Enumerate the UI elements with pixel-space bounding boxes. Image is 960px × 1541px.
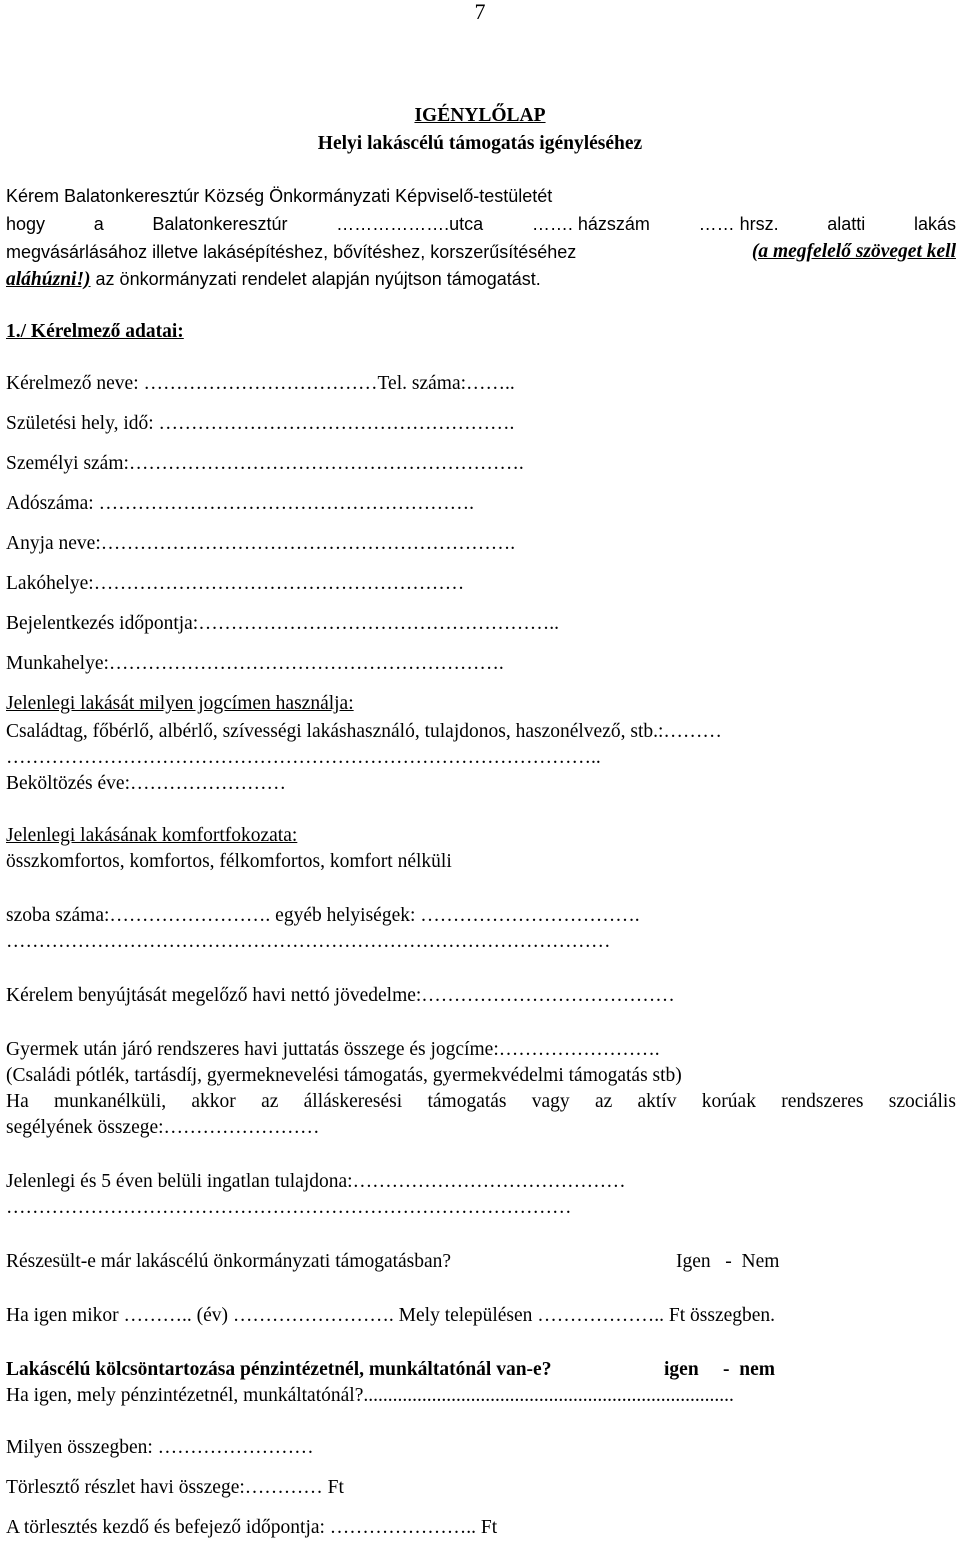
child-support-note: (Családi pótlék, tartásdíj, gyermeknevelési támogatás, gyermekvédelmi támogatás stb) [6,1065,682,1086]
usage-options: Családtag, főbérlő, albérlő, szívességi lakáshasználó, tulajdonos, haszonélvező, stb.:……… [6,721,722,742]
field-birth-place-date: Születési hely, idő: ………………………………………………. [6,413,515,434]
field-personal-number: Személyi szám:……………………………………………………. [6,453,524,474]
loan-which: Ha igen, mely pénzintézetnél, munkáltatónál?............................................................................ [6,1385,734,1406]
property-field: Jelenlegi és 5 éven belüli ingatlan tulajdona:…………………………………… [6,1171,626,1192]
previous-support-question: Részesült-e már lakáscélú önkormányzati támogatásban? [6,1251,452,1272]
child-support-field: Gyermek után járó rendszeres havi juttatás összege és jogcíme:……………………. [6,1039,660,1060]
income-field: Kérelem benyújtását megelőző havi nettó jövedelme:………………………………… [6,985,675,1006]
rooms-dots: ………………………………………………………………………………… [6,931,611,952]
rooms-field: szoba száma:……………………. egyéb helyiségek: ……………………………. [6,905,640,926]
field-mother-name: Anyja neve:………………………………………………………. [6,533,516,554]
intro-line-3: megvásárlásához illetve lakásépítéshez, bővítéshez, korszerűsítéséhez (a megfelelő szöveget kell [6,241,956,262]
field-residence: Lakóhelye:………………………………………………… [6,573,465,594]
page-number: 7 [474,0,486,24]
usage-heading: Jelenlegi lakását milyen jogcímen használja: [6,693,354,714]
comfort-options: összkomfortos, komfortos, félkomfortos, komfort nélküli [6,851,452,872]
field-registration-date: Bejelentkezés időpontja:……………………………………………….. [6,613,559,634]
loan-period: A törlesztés kezdő és befejező időpontja: ………………….. Ft [6,1517,498,1538]
previous-support-when: Ha igen mikor ……….. (év) ……………………. Mely településen ……………….. Ft összegben. [6,1305,776,1326]
loan-installment: Törlesztő részlet havi összege:………… Ft [6,1477,344,1498]
property-dots: …………………………………………………………………………… [6,1197,572,1218]
field-tax-number: Adószáma: …………………………………………………. [6,493,474,514]
usage-dots: ……………………………………………………………………………….. [6,747,601,768]
social-aid-amount: segélyének összege:…………………… [6,1117,320,1138]
field-workplace: Munkahelye:……………………………………………………. [6,653,504,674]
intro-line-4: aláhúzni!) az önkormányzati rendelet alapján nyújtson támogatást. [6,269,541,290]
section-heading: 1./ Kérelmező adatai: [6,321,184,342]
unemployment-line: Ha munkanélküli, akkor az álláskeresési támogatás vagy az aktív korúak rendszeres szociális [6,1091,956,1112]
move-in-year: Beköltözés éve:…………………… [6,773,286,794]
field-applicant-name: Kérelmező neve: ………………………………Tel. száma:…….. [6,373,515,394]
intro-line-2: hogy a Balatonkeresztúr ……………….utca ……. házszám …… hrsz. alatti lakás [6,214,956,234]
comfort-heading: Jelenlegi lakásának komfortfokozata: [6,825,298,846]
loan-amount: Milyen összegben: …………………… [6,1437,314,1458]
intro-line-1: Kérem Balatonkeresztúr Község Önkormányzati Képviselő-testületét [6,186,553,206]
loan-answer: igen - nem [664,1359,776,1380]
loan-question: Lakáscélú kölcsöntartozása pénzintézetnél, munkáltatónál van-e? [6,1359,552,1380]
previous-support-answer: Igen - Nem [676,1251,780,1272]
page-subtitle: Helyi lakáscélú támogatás igényléséhez [317,133,643,154]
page-title: IGÉNYLŐLAP [414,105,546,126]
